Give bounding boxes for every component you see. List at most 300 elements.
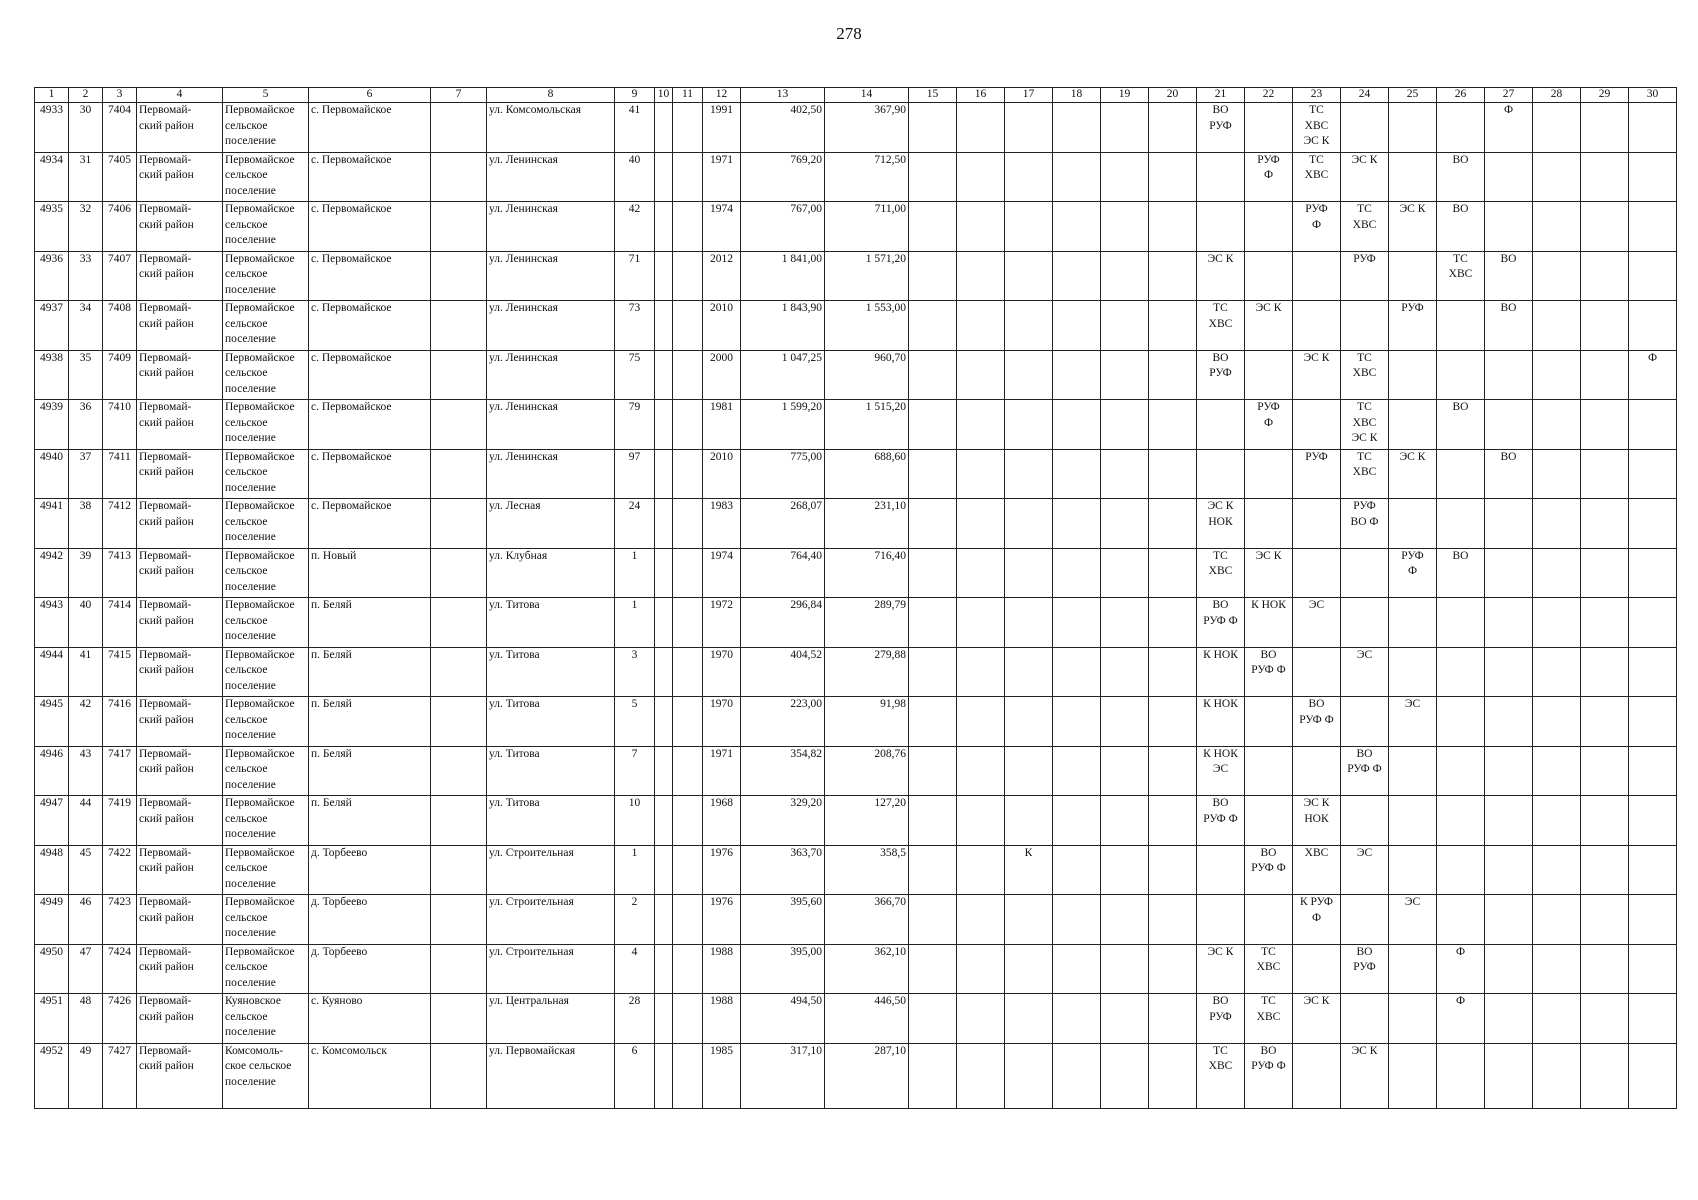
table-cell: с. Первомайское (309, 251, 431, 301)
column-header: 18 (1053, 88, 1101, 103)
table-cell (1389, 350, 1437, 400)
table-cell (1437, 845, 1485, 895)
table-cell (1533, 647, 1581, 697)
table-cell (1149, 697, 1197, 747)
table-cell: 395,00 (741, 944, 825, 994)
table-cell: с. Первомайское (309, 350, 431, 400)
table-cell: 45 (69, 845, 103, 895)
table-cell (909, 746, 957, 796)
table-cell: ЭС К (1197, 944, 1245, 994)
table-cell: ВО РУФ Ф (1197, 598, 1245, 648)
table-cell (909, 400, 957, 450)
table-cell: Первомайское сельское поселение (223, 152, 309, 202)
table-cell: 42 (69, 697, 103, 747)
table-cell: 7 (615, 746, 655, 796)
table-cell (431, 350, 487, 400)
table-cell (1341, 301, 1389, 351)
table-cell: ул. Строительная (487, 895, 615, 945)
table-cell (1149, 152, 1197, 202)
column-header: 2 (69, 88, 103, 103)
table-cell: 4940 (35, 449, 69, 499)
table-cell (1389, 598, 1437, 648)
table-cell (1629, 400, 1677, 450)
table-cell (1005, 1043, 1053, 1108)
table-cell (1581, 152, 1629, 202)
table-cell: К НОК (1197, 697, 1245, 747)
table-cell: 1988 (703, 994, 741, 1044)
table-cell (1053, 796, 1101, 846)
table-cell (1629, 202, 1677, 252)
table-cell: ВО РУФ Ф (1245, 647, 1293, 697)
table-cell: 35 (69, 350, 103, 400)
table-cell (1533, 598, 1581, 648)
table-cell: Первомай- ский район (137, 103, 223, 153)
table-cell (655, 350, 673, 400)
table-cell: 1988 (703, 944, 741, 994)
table-cell (1149, 103, 1197, 153)
table-cell (431, 202, 487, 252)
table-cell: Первомайское сельское поселение (223, 895, 309, 945)
table-cell: 2000 (703, 350, 741, 400)
table-cell: Первомай- ский район (137, 895, 223, 945)
table-cell: с. Первомайское (309, 152, 431, 202)
table-cell (1197, 400, 1245, 450)
table-cell (957, 301, 1005, 351)
table-cell: 4950 (35, 944, 69, 994)
table-cell: 4946 (35, 746, 69, 796)
table-cell (1485, 350, 1533, 400)
table-cell (1485, 152, 1533, 202)
table-row (35, 103, 1677, 153)
table-row (35, 548, 1677, 598)
table-cell: ЭС К (1293, 350, 1341, 400)
table-cell: 688,60 (825, 449, 909, 499)
table-cell: 960,70 (825, 350, 909, 400)
table-cell (1053, 202, 1101, 252)
table-cell (909, 796, 957, 846)
table-cell: Первомайское сельское поселение (223, 944, 309, 994)
table-cell: Первомайское сельское поселение (223, 548, 309, 598)
table-cell: 4939 (35, 400, 69, 450)
table-cell (673, 796, 703, 846)
table-cell: ВО РУФ (1197, 350, 1245, 400)
table-cell: 4935 (35, 202, 69, 252)
table-cell: 354,82 (741, 746, 825, 796)
table-cell (655, 944, 673, 994)
table-cell (1053, 994, 1101, 1044)
table-cell: 4951 (35, 994, 69, 1044)
table-cell (1485, 647, 1533, 697)
table-cell (1485, 845, 1533, 895)
column-header: 22 (1245, 88, 1293, 103)
table-row (35, 251, 1677, 301)
table-cell (909, 251, 957, 301)
table-cell (1533, 301, 1581, 351)
table-cell: ул. Центральная (487, 994, 615, 1044)
table-cell (431, 598, 487, 648)
table-cell (1293, 251, 1341, 301)
table-cell (1149, 845, 1197, 895)
table-cell: 49 (69, 1043, 103, 1108)
table-cell (1533, 499, 1581, 549)
table-cell: ВО РУФ (1341, 944, 1389, 994)
table-cell (1437, 895, 1485, 945)
table-cell (957, 449, 1005, 499)
table-cell: 34 (69, 301, 103, 351)
table-cell: Ф (1485, 103, 1533, 153)
table-cell (655, 251, 673, 301)
table-cell: ВО РУФ (1197, 994, 1245, 1044)
table-cell (1533, 103, 1581, 153)
table-cell: 7410 (103, 400, 137, 450)
table-cell: 296,84 (741, 598, 825, 648)
table-cell (1581, 1043, 1629, 1108)
table-cell (1629, 647, 1677, 697)
table-cell (655, 499, 673, 549)
table-cell (1101, 845, 1149, 895)
table-cell (431, 944, 487, 994)
table-cell: 4936 (35, 251, 69, 301)
table-cell: 7415 (103, 647, 137, 697)
table-row (35, 895, 1677, 945)
table-cell (1005, 895, 1053, 945)
table-cell (655, 152, 673, 202)
table-cell: Первомайское сельское поселение (223, 400, 309, 450)
table-cell: 7404 (103, 103, 137, 153)
table-cell: ВО (1437, 548, 1485, 598)
table-cell: 1 553,00 (825, 301, 909, 351)
table-cell (1005, 796, 1053, 846)
table-cell (1053, 746, 1101, 796)
table-cell: 7409 (103, 350, 137, 400)
table-cell (655, 895, 673, 945)
table-cell: 4934 (35, 152, 69, 202)
table-cell: Первомай- ский район (137, 449, 223, 499)
table-cell (1245, 697, 1293, 747)
table-cell: Первомай- ский район (137, 1043, 223, 1108)
table-cell: п. Новый (309, 548, 431, 598)
table-cell: 775,00 (741, 449, 825, 499)
table-cell (431, 301, 487, 351)
table-cell: Первомай- ский район (137, 647, 223, 697)
table-cell (431, 994, 487, 1044)
table-cell (1629, 152, 1677, 202)
table-cell (673, 845, 703, 895)
table-cell (1437, 598, 1485, 648)
table-cell: 1974 (703, 548, 741, 598)
table-cell: 30 (69, 103, 103, 153)
table-cell: Первомайское сельское поселение (223, 697, 309, 747)
table-cell: РУФ (1293, 449, 1341, 499)
table-cell (1053, 548, 1101, 598)
table-cell: 4938 (35, 350, 69, 400)
table-cell: ВО (1437, 152, 1485, 202)
table-cell: ул. Комсомольская (487, 103, 615, 153)
table-cell: ВО РУФ Ф (1293, 697, 1341, 747)
table-cell: Первомай- ский район (137, 845, 223, 895)
table-row (35, 796, 1677, 846)
table-cell (1197, 895, 1245, 945)
table-cell (909, 697, 957, 747)
table-cell (1005, 499, 1053, 549)
table-cell (1581, 202, 1629, 252)
table-cell (1629, 746, 1677, 796)
table-cell (957, 152, 1005, 202)
table-cell (1101, 647, 1149, 697)
table-cell: 7427 (103, 1043, 137, 1108)
table-cell (673, 400, 703, 450)
table-cell: ул. Ленинская (487, 202, 615, 252)
table-cell: ЭС К (1197, 251, 1245, 301)
table-cell: Первомайское сельское поселение (223, 598, 309, 648)
table-cell (1389, 796, 1437, 846)
table-cell: Первомайское сельское поселение (223, 202, 309, 252)
table-cell: Первомай- ский район (137, 350, 223, 400)
table-cell (1053, 499, 1101, 549)
table-cell (1293, 746, 1341, 796)
table-cell (1101, 598, 1149, 648)
table-cell: Первомайское сельское поселение (223, 499, 309, 549)
table-cell: Первомайское сельское поселение (223, 746, 309, 796)
table-cell (1293, 301, 1341, 351)
table-cell (655, 449, 673, 499)
table-cell (1341, 548, 1389, 598)
table-cell (1005, 994, 1053, 1044)
table-cell: Первомайское сельское поселение (223, 350, 309, 400)
table-cell: 7407 (103, 251, 137, 301)
table-cell: ул. Ленинская (487, 152, 615, 202)
table-cell (909, 598, 957, 648)
table-cell: 1 (615, 598, 655, 648)
table-cell: 127,20 (825, 796, 909, 846)
table-cell (957, 1043, 1005, 1108)
table-cell: 73 (615, 301, 655, 351)
table-cell (1149, 350, 1197, 400)
table-cell (1581, 697, 1629, 747)
table-row (35, 400, 1677, 450)
table-cell (1629, 251, 1677, 301)
table-cell: 79 (615, 400, 655, 450)
table-cell: 1985 (703, 1043, 741, 1108)
table-cell: 767,00 (741, 202, 825, 252)
table-row (35, 202, 1677, 252)
table-cell (957, 202, 1005, 252)
table-cell: 40 (69, 598, 103, 648)
table-cell (1629, 845, 1677, 895)
table-cell: 363,70 (741, 845, 825, 895)
table-cell (1389, 944, 1437, 994)
table-cell: с. Первомайское (309, 499, 431, 549)
table-cell (1245, 499, 1293, 549)
table-cell: п. Беляй (309, 697, 431, 747)
table-cell (909, 350, 957, 400)
table-cell: 7411 (103, 449, 137, 499)
table-cell (1149, 202, 1197, 252)
table-cell: п. Беляй (309, 746, 431, 796)
table-cell (1437, 301, 1485, 351)
table-cell (1101, 944, 1149, 994)
table-cell: ВО РУФ Ф (1245, 1043, 1293, 1108)
column-header: 25 (1389, 88, 1437, 103)
column-header: 29 (1581, 88, 1629, 103)
column-header: 26 (1437, 88, 1485, 103)
table-cell: РУФ Ф (1245, 152, 1293, 202)
table-cell: 4937 (35, 301, 69, 351)
table-cell: д. Торбеево (309, 944, 431, 994)
table-cell (909, 1043, 957, 1108)
table-cell (1485, 994, 1533, 1044)
column-header: 14 (825, 88, 909, 103)
column-header: 3 (103, 88, 137, 103)
table-cell: 2 (615, 895, 655, 945)
table-cell (1581, 746, 1629, 796)
table-cell: 1976 (703, 845, 741, 895)
table-cell: 279,88 (825, 647, 909, 697)
table-cell (1533, 746, 1581, 796)
table-cell: ХВС (1293, 845, 1341, 895)
table-cell (1485, 796, 1533, 846)
table-cell: Ф (1437, 994, 1485, 1044)
table-cell: 40 (615, 152, 655, 202)
table-cell: ВО (1437, 202, 1485, 252)
table-cell: 91,98 (825, 697, 909, 747)
table-cell: Первомай- ский район (137, 697, 223, 747)
table-cell: ул. Титова (487, 598, 615, 648)
table-cell (1149, 598, 1197, 648)
table-cell: 7416 (103, 697, 137, 747)
table-cell (1101, 895, 1149, 945)
table-cell (431, 251, 487, 301)
table-cell (1101, 548, 1149, 598)
table-cell (909, 152, 957, 202)
table-cell: ЭС (1293, 598, 1341, 648)
table-cell: Первомай- ский район (137, 746, 223, 796)
table-cell (957, 548, 1005, 598)
table-cell (673, 350, 703, 400)
table-cell (1005, 301, 1053, 351)
table-cell (655, 697, 673, 747)
table-cell (655, 548, 673, 598)
table-cell (909, 202, 957, 252)
column-header: 15 (909, 88, 957, 103)
table-row (35, 994, 1677, 1044)
table-cell (1245, 449, 1293, 499)
table-cell (1245, 202, 1293, 252)
table-cell: ВО РУФ Ф (1245, 845, 1293, 895)
table-cell: ЭС К (1245, 548, 1293, 598)
table-cell: 1972 (703, 598, 741, 648)
table-cell (1053, 895, 1101, 945)
table-cell: 7419 (103, 796, 137, 846)
table-cell (1533, 994, 1581, 1044)
table-cell: 28 (615, 994, 655, 1044)
table-cell: 97 (615, 449, 655, 499)
table-cell: 366,70 (825, 895, 909, 945)
table-cell (1053, 103, 1101, 153)
table-cell (1149, 499, 1197, 549)
table-cell (1245, 251, 1293, 301)
column-header: 16 (957, 88, 1005, 103)
table-cell: РУФ Ф (1245, 400, 1293, 450)
table-cell (1629, 548, 1677, 598)
table-cell: Первомай- ский район (137, 944, 223, 994)
table-cell (1389, 152, 1437, 202)
table-cell: ЭС (1341, 647, 1389, 697)
table-cell (1629, 598, 1677, 648)
table-cell: Первомай- ский район (137, 499, 223, 549)
table-cell (1581, 400, 1629, 450)
table-cell: 494,50 (741, 994, 825, 1044)
table-cell (1101, 499, 1149, 549)
table-cell: 6 (615, 1043, 655, 1108)
table-cell: ЭС К (1341, 1043, 1389, 1108)
table-cell (1149, 301, 1197, 351)
table-cell: Первомай- ский район (137, 301, 223, 351)
table-cell (1149, 400, 1197, 450)
table-cell: 1970 (703, 647, 741, 697)
table-cell (1437, 499, 1485, 549)
column-header: 8 (487, 88, 615, 103)
table-row (35, 350, 1677, 400)
table-cell (655, 647, 673, 697)
table-cell (1053, 400, 1101, 450)
table-cell (1053, 350, 1101, 400)
table-cell (431, 499, 487, 549)
table-cell: ТС ХВС (1197, 548, 1245, 598)
table-cell (1005, 152, 1053, 202)
column-header: 4 (137, 88, 223, 103)
column-header: 6 (309, 88, 431, 103)
table-cell (431, 647, 487, 697)
table-row (35, 152, 1677, 202)
column-header: 30 (1629, 88, 1677, 103)
table-cell: ул. Ленинская (487, 350, 615, 400)
table-cell: 5 (615, 697, 655, 747)
table-row (35, 1043, 1677, 1108)
table-cell (957, 944, 1005, 994)
table-cell: 711,00 (825, 202, 909, 252)
table-cell: 1 (615, 845, 655, 895)
table-cell: ВО РУФ (1197, 103, 1245, 153)
table-cell (1149, 994, 1197, 1044)
table-cell (1629, 449, 1677, 499)
table-cell: ЭС К (1293, 994, 1341, 1044)
table-cell: К (1005, 845, 1053, 895)
table-cell: Первомайское сельское поселение (223, 845, 309, 895)
table-cell (1005, 647, 1053, 697)
table-cell (655, 103, 673, 153)
table-cell: 43 (69, 746, 103, 796)
table-cell (655, 400, 673, 450)
table-cell (1629, 103, 1677, 153)
table-cell: Ф (1437, 944, 1485, 994)
table-cell: 2010 (703, 449, 741, 499)
table-cell: РУФ Ф (1389, 548, 1437, 598)
column-header: 20 (1149, 88, 1197, 103)
table-cell (1581, 895, 1629, 945)
table-cell: Ф (1629, 350, 1677, 400)
table-cell (1293, 548, 1341, 598)
table-cell: 7408 (103, 301, 137, 351)
table-cell: 764,40 (741, 548, 825, 598)
table-cell: 362,10 (825, 944, 909, 994)
table-cell: с. Куяново (309, 994, 431, 1044)
table-cell: Первомайское сельское поселение (223, 103, 309, 153)
table-cell (909, 845, 957, 895)
table-cell: Первомай- ский район (137, 796, 223, 846)
table-cell (1005, 746, 1053, 796)
table-cell: ул. Ленинская (487, 251, 615, 301)
